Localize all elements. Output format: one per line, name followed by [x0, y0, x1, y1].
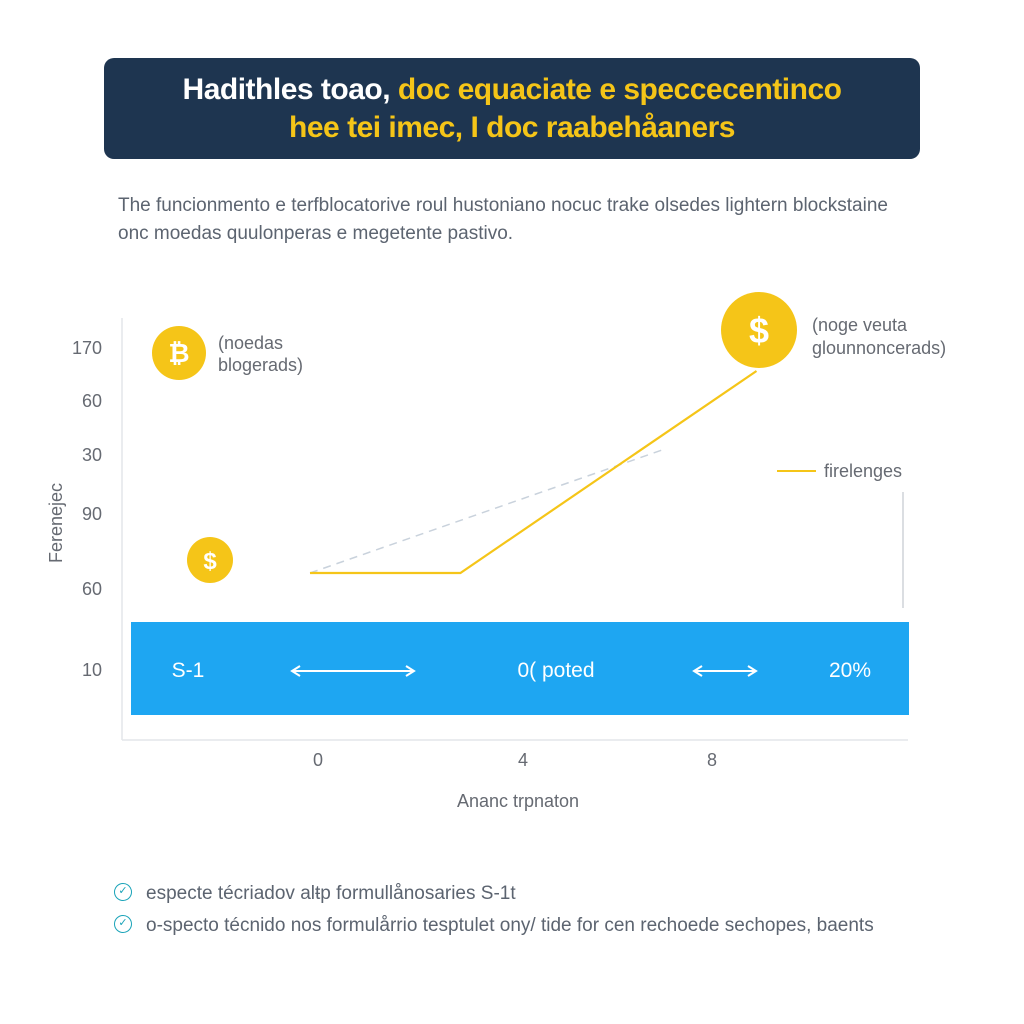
- x-axis-title: Ananc trpnaton: [456, 791, 580, 811]
- title-part-1: Hadithles toao,: [182, 72, 391, 106]
- y-tick-label: 30: [81, 445, 102, 465]
- bitcoin-coin-icon: [152, 326, 206, 380]
- check-circle-icon: ✓: [114, 915, 132, 933]
- bullet-item: [114, 880, 874, 907]
- page-subtitle: The funcionmento e terfblocatorive roul hustoniano nocuc trake olsedes lightern blockstaine onc moedas quulonperas e megetente pastivo.: [118, 195, 888, 244]
- y-tick-label: 10: [81, 660, 102, 680]
- dollar-coin-icon: [187, 537, 233, 583]
- annotation-left-line-2: blogerads): [218, 355, 304, 375]
- legend-label: firelenges: [824, 461, 903, 481]
- annotation-right-line-1: (noge veuta: [812, 315, 908, 335]
- x-tick-label: 8: [706, 750, 718, 770]
- x-tick-label: 0: [312, 750, 324, 770]
- y-tick-labels: [72, 338, 102, 680]
- title-line-2: hee tei imec, I doc raabehåaners: [289, 110, 735, 144]
- title-part-2: doc equaciate e speccecentinco: [397, 72, 842, 106]
- bullet-item: [114, 912, 874, 939]
- y-tick-label: 170: [71, 338, 102, 358]
- y-tick-label: 60: [81, 579, 102, 599]
- svg-text:₿: ₿: [168, 338, 190, 368]
- band-label-left: S-1: [171, 659, 205, 682]
- title-line-1: [183, 71, 842, 109]
- series-line-firelenges: [310, 371, 757, 573]
- band-label-right: 20%: [828, 659, 872, 682]
- svg-text:$: $: [203, 548, 217, 575]
- svg-text:$: $: [748, 310, 770, 351]
- bullet-text: o-specto técnido nos formulårrio tesptulet ony/ tide for cen rechoede sechopes, baents: [146, 915, 874, 936]
- y-axis-title: Ferenejec: [46, 482, 66, 564]
- line-chart: [0, 280, 1024, 840]
- y-tick-label: 60: [81, 391, 102, 411]
- x-tick-label: 4: [517, 750, 529, 770]
- annotation-right-line-2: glounnoncerads): [812, 338, 947, 358]
- annotation-left-line-1: (noedas: [218, 333, 284, 353]
- y-tick-label: 90: [81, 504, 102, 524]
- band-label-center: 0( poted: [517, 659, 595, 682]
- bullet-text: especte técriadov alŧp formullånosaries S-1t: [146, 883, 516, 904]
- title-banner: [104, 58, 920, 159]
- dollar-coin-icon: [721, 292, 797, 368]
- check-circle-icon: ✓: [114, 883, 132, 901]
